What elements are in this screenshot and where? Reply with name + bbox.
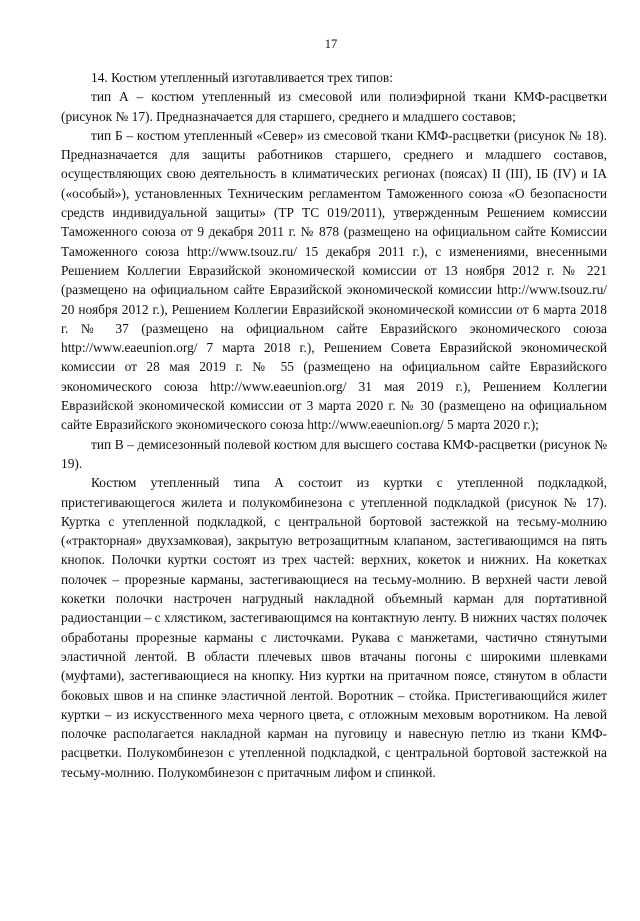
paragraph-type-a: тип А – костюм утепленный из смесовой или полиэфирной ткани КМФ-расцветки (рисунок № 17). Предназначается для старшего, среднего и младшего составов;	[61, 89, 607, 124]
page-number: 17	[324, 37, 338, 51]
paragraph-item-14-intro: 14. Костюм утепленный изготавливается трех типов:	[91, 70, 393, 85]
document-body	[61, 68, 607, 782]
paragraph-type-a-description: Костюм утепленный типа А состоит из куртки с утепленной подкладкой, пристегивающегося жилета и полукомбинезона с утепленной подкладкой (рисунок № 17). Куртка с утепленной подкладкой, с центральной бортовой застежкой на тесьму-молнию («тракторная» двухзамковая), закрытую ветрозащитным клапаном, застегивающимся на пять кнопок. Полочки куртки состоят из трех частей: верхних, кокеток и нижних. На кокетках полочек – прорезные карманы, застегивающиеся на тесьму-молнию. В верхней части левой кокетки полочки настрочен нагрудный накладной объемный карман для портативной радиостанции – с хлястиком, застегивающимся на контактную ленту. В нижних частях полочек обработаны прорезные карманы с листочками. Рукава с манжетами, частично стянутыми эластичной лентой. В области плечевых швов втачаны погоны с широкими шлевками (муфтами), застегивающиеся на кнопку. Низ куртки на притачном поясе, стянутом в области боковых швов и на спинке эластичной лентой. Воротник – стойка. Пристегивающийся жилет куртки – из искусственного меха черного цвета, с отложным меховым воротником. На левой полочке располагается накладной карман на пуговицу и навесную петлю из ткани КМФ-расцветки. Полукомбинезон с утепленной подкладкой, с центральной бортовой застежкой на тесьму-молнию. Полукомбинезон с притачным лифом и спинкой.	[61, 475, 607, 780]
paragraph-type-b: тип Б – костюм утепленный «Север» из смесовой ткани КМФ-расцветки (рисунок № 18). Предназначается для защиты работников старшего, среднего и младшего составов, осуществляющих свою деятельность в климатических регионах (поясах) II (III), IБ (IV) и IА («особый»), установленных Техническим регламентом Таможенного союза «О безопасности средств индивидуальной защиты» (ТР ТС 019/2011), утвержденным Решением комиссии Таможенного союза от 9 декабря 2011 г. № 878 (размещено на официальном сайте Комиссии Таможенного союза http://www.tsouz.ru/ 15 декабря 2011 г.), с изменениями, внесенными Решением Коллегии Евразийской экономической комиссии от 13 ноября 2012 г. № 221 (размещено на официальном сайте Евразийской экономической комиссии http://www.tsouz.ru/ 20 ноября 2012 г.), Решением Коллегии Евразийской экономической комиссии от 6 марта 2018 г. № 37 (размещено на официальном сайте Евразийского экономического союза http://www.eaeunion.org/ 7 марта 2018 г.), Решением Совета Евразийской экономической комиссии от 28 мая 2019 г. № 55 (размещено на официальном сайте Евразийского экономического союза http://www.eaeunion.org/ 31 мая 2019 г.), Решением Коллегии Евразийской экономической комиссии от 3 марта 2020 г. № 30 (размещено на официальном сайте Евразийского экономического союза http://www.eaeunion.org/ 5 марта 2020 г.);	[61, 127, 607, 433]
paragraph-type-v: тип В – демисезонный полевой костюм для высшего состава КМФ-расцветки (рисунок № 19).	[61, 436, 607, 471]
